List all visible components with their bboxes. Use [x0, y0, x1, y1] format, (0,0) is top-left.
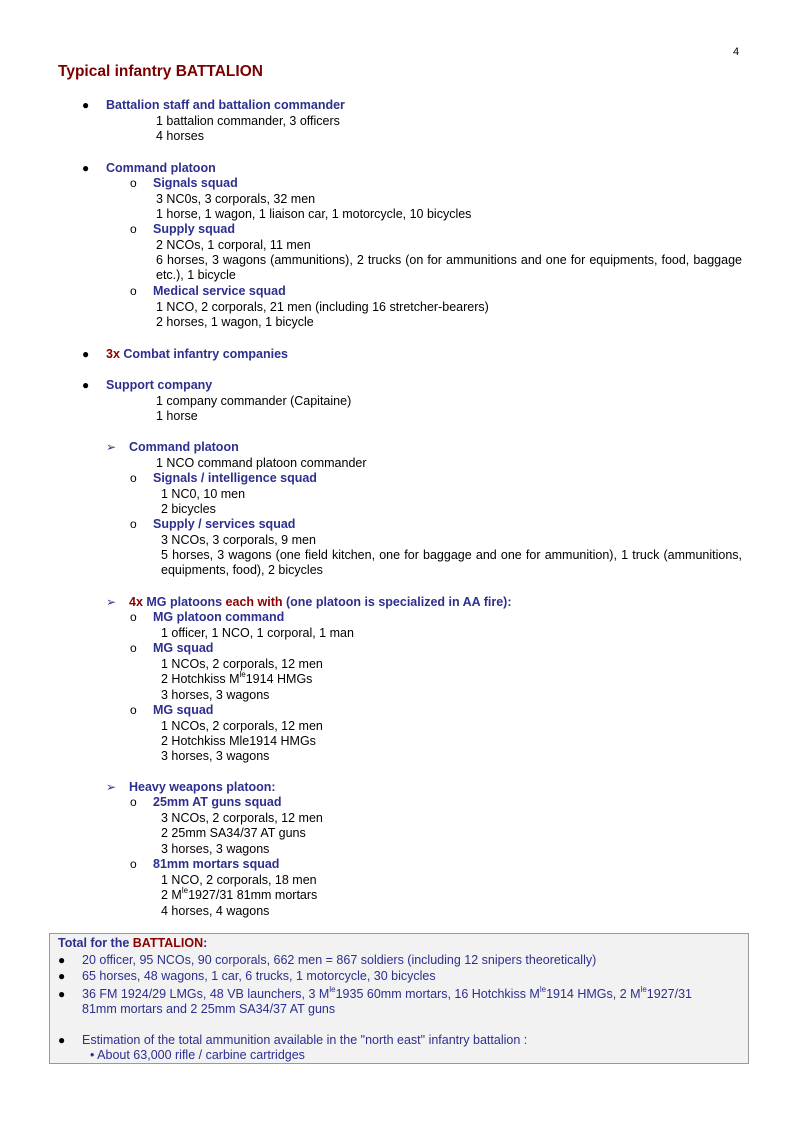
text-line: 1 horse, 1 wagon, 1 liaison car, 1 motorcycle, 10 bicycles — [156, 207, 472, 221]
bullet: o — [130, 222, 137, 236]
text-line: 3 NCOs, 3 corporals, 9 men — [161, 533, 316, 547]
text-line: 4 horses, 4 wagons — [161, 904, 270, 918]
supply-squad-heading: Supply squad — [153, 222, 235, 236]
text: About 63,000 rifle / carbine cartridges — [97, 1048, 305, 1062]
superscript: le — [239, 670, 246, 679]
supply-services-heading: Supply / services squad — [153, 517, 296, 531]
text-line — [161, 888, 317, 903]
text-line — [161, 672, 312, 687]
bullet: ● — [82, 378, 90, 392]
totals-box — [49, 933, 749, 1064]
bullet: o — [130, 471, 137, 485]
text-line — [90, 1048, 305, 1063]
arrow-icon: ➢ — [106, 440, 117, 454]
text-line: 2 Hotchkiss Mle1914 HMGs — [161, 734, 316, 748]
text: 1927/31 — [646, 987, 692, 1001]
bullet: ● — [58, 987, 66, 1001]
signals-squad-heading: Signals squad — [153, 176, 238, 190]
text-line: 1 NCO command platoon commander — [156, 456, 367, 470]
text-line: 1 company commander (Capitaine) — [156, 394, 352, 408]
text: 1935 60mm mortars, 16 Hotchkiss M — [335, 987, 540, 1001]
bullet: o — [130, 517, 137, 531]
bullet: o — [130, 176, 137, 190]
text-line: 81mm mortars and 2 25mm SA34/37 AT guns — [82, 1002, 336, 1016]
bullet: ● — [82, 161, 90, 175]
text-line: 2 horses, 1 wagon, 1 bicycle — [156, 315, 314, 329]
bullet: o — [130, 284, 137, 298]
page-title: Typical infantry BATTALION — [58, 63, 263, 80]
mg-squad-heading: MG squad — [153, 703, 214, 717]
text-line: 2 NCOs, 1 corporal, 11 men — [156, 238, 311, 252]
bullet: ● — [82, 347, 90, 361]
bullet: o — [130, 641, 137, 655]
text: 36 FM 1924/29 LMGs, 48 VB launchers, 3 M — [82, 987, 330, 1001]
superscript: le — [329, 985, 336, 994]
mg-platoon-command-heading: MG platoon command — [153, 610, 285, 624]
text-line: 5 horses, 3 wagons (one field kitchen, one for baggage and one for ammunition), 1 truck (ammunitions, equipments, food), 2 bicycles — [161, 548, 742, 577]
text: Total for the — [58, 936, 133, 950]
command-platoon-heading: Command platoon — [106, 161, 216, 175]
text-line: 3 NC0s, 3 corporals, 32 men — [156, 192, 316, 206]
text-line: 1 officer, 1 NCO, 1 corporal, 1 man — [161, 626, 354, 640]
text-line: 2 bicycles — [161, 502, 216, 516]
superscript: le — [181, 886, 189, 895]
text-line: 1 horse — [156, 409, 198, 423]
arrow-icon: ➢ — [106, 595, 117, 609]
text-line: 6 horses, 3 wagons (ammunitions), 2 trucks (on for ammunitions and one for equipments, food, baggage etc.), 1 bicycle — [156, 253, 742, 282]
mg-platoons-heading — [129, 595, 511, 610]
label: (one platoon is specialized in AA fire): — [282, 595, 512, 609]
text-line: 3 horses, 3 wagons — [161, 842, 270, 856]
text-line: 1 NCOs, 2 corporals, 12 men — [161, 719, 323, 733]
battalion-staff-heading: Battalion staff and battalion commander — [106, 98, 345, 112]
superscript: le — [640, 985, 647, 994]
count: 3x — [106, 347, 120, 361]
text-line: 2 25mm SA34/37 AT guns — [161, 826, 306, 840]
text: 1914 HMGs — [245, 672, 313, 686]
text-line: 3 horses, 3 wagons — [161, 688, 270, 702]
page-number: 4 — [733, 46, 740, 58]
label: Combat infantry companies — [119, 347, 288, 361]
combat-companies-heading — [106, 347, 288, 362]
bullet: ● — [58, 953, 66, 967]
text-line — [82, 987, 692, 1002]
text-line: 1 NCO, 2 corporals, 18 men — [161, 873, 317, 887]
bullet: o — [130, 610, 137, 624]
text-line: Estimation of the total ammunition available in the "north east" infantry battalion : — [82, 1033, 528, 1047]
text-line: 20 officer, 95 NCOs, 90 corporals, 662 men = 867 soldiers (including 12 snipers theoretically) — [82, 953, 597, 967]
medical-squad-heading: Medical service squad — [153, 284, 286, 298]
support-company-heading: Support company — [106, 378, 213, 392]
signals-intel-heading: Signals / intelligence squad — [153, 471, 317, 485]
bullet: ● — [82, 98, 90, 112]
text-line: 1 NCO, 2 corporals, 21 men (including 16 stretcher-bearers) — [156, 300, 489, 314]
heavy-weapons-heading: Heavy weapons platoon: — [129, 780, 276, 794]
each-with: each with — [225, 595, 283, 609]
mortars-heading: 81mm mortars squad — [153, 857, 280, 871]
arrow-icon: ➢ — [106, 780, 117, 794]
totals-heading — [58, 936, 207, 951]
text-line: 3 horses, 3 wagons — [161, 749, 270, 763]
text: BATTALION — [132, 936, 204, 950]
text: 2 Hotchkiss M — [161, 672, 240, 686]
bullet: ● — [58, 1033, 66, 1047]
text-line: 1 battalion commander, 3 officers — [156, 114, 340, 128]
text-line: 4 horses — [156, 129, 204, 143]
label: MG platoons — [142, 595, 226, 609]
text-line: 3 NCOs, 2 corporals, 12 men — [161, 811, 323, 825]
bullet: ● — [58, 969, 66, 983]
text: : — [203, 936, 208, 950]
at-guns-heading: 25mm AT guns squad — [153, 795, 282, 809]
bullet: • — [90, 1048, 98, 1062]
text: 1927/31 81mm mortars — [188, 888, 318, 902]
text: 1914 HMGs, 2 M — [546, 987, 641, 1001]
text-line: 1 NCOs, 2 corporals, 12 men — [161, 657, 323, 671]
bullet: o — [130, 703, 137, 717]
sc-command-platoon-heading: Command platoon — [129, 440, 239, 454]
count: 4x — [129, 595, 143, 609]
text: 2 M — [161, 888, 182, 902]
text-line: 65 horses, 48 wagons, 1 car, 6 trucks, 1 motorcycle, 30 bicycles — [82, 969, 436, 983]
mg-squad-heading: MG squad — [153, 641, 214, 655]
text-line: 1 NC0, 10 men — [161, 487, 246, 501]
superscript: le — [539, 985, 547, 994]
bullet: o — [130, 795, 137, 809]
bullet: o — [130, 857, 137, 871]
